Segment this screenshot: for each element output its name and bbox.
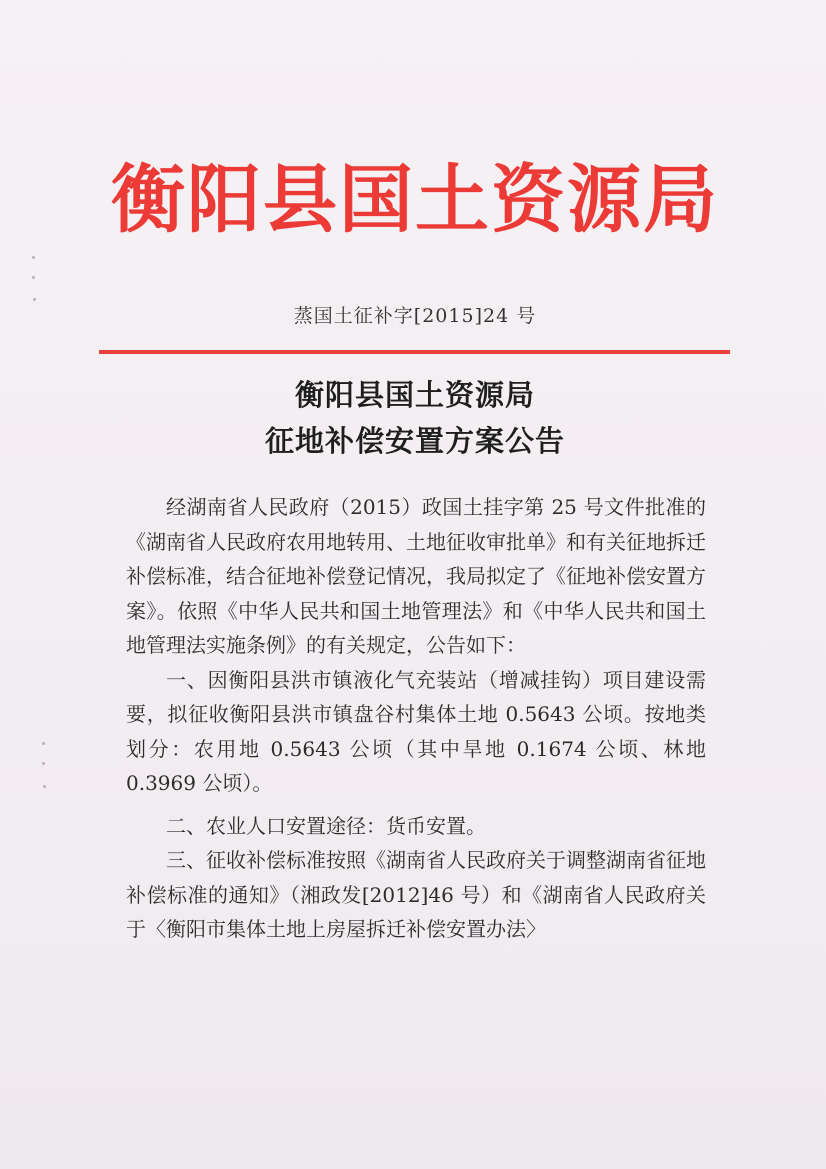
notice-title-line-1: 衡阳县国土资源局	[294, 378, 535, 412]
item-3-paragraph: 三、征收补偿标准按照《湖南省人民政府关于调整湖南省征地补偿标准的通知》（湘政发[2012]46 号）和《湖南省人民政府关于〈衡阳市集体土地上房屋拆迁补偿安置办法〉	[126, 848, 706, 941]
notice-title-line-2: 征地补偿安置方案公告	[264, 424, 565, 458]
document-number: 蒸国土征补字[2015]24 号	[293, 305, 537, 327]
intro-paragraph: 经湖南省人民政府（2015）政国土挂字第 25 号文件批准的《湖南省人民政府农用地转用、土地征收审批单》和有关征地拆迁补偿标准，结合征地补偿登记情况，我局拟定了《征地补偿安置方案》。依照《中华人民共和国土地管理法》和《中华人民共和国土地管理法实施条例》的有关规定，公告如下：	[126, 495, 706, 657]
agency-red-title: 衡阳县国土资源局	[111, 157, 719, 243]
item-1-paragraph: 一、因衡阳县洪市镇液化气充装站（增减挂钩）项目建设需要，拟征收衡阳县洪市镇盘谷村集体土地 0.5643 公顷。按地类划分：农用地 0.5643 公顷（其中旱地 0.1674 公顷、林地 0.3969 公顷）。	[126, 667, 706, 795]
item-2-paragraph: 二、农业人口安置途径：货币安置。	[166, 813, 486, 838]
red-header-rule	[99, 350, 730, 354]
notice-body	[126, 490, 706, 947]
